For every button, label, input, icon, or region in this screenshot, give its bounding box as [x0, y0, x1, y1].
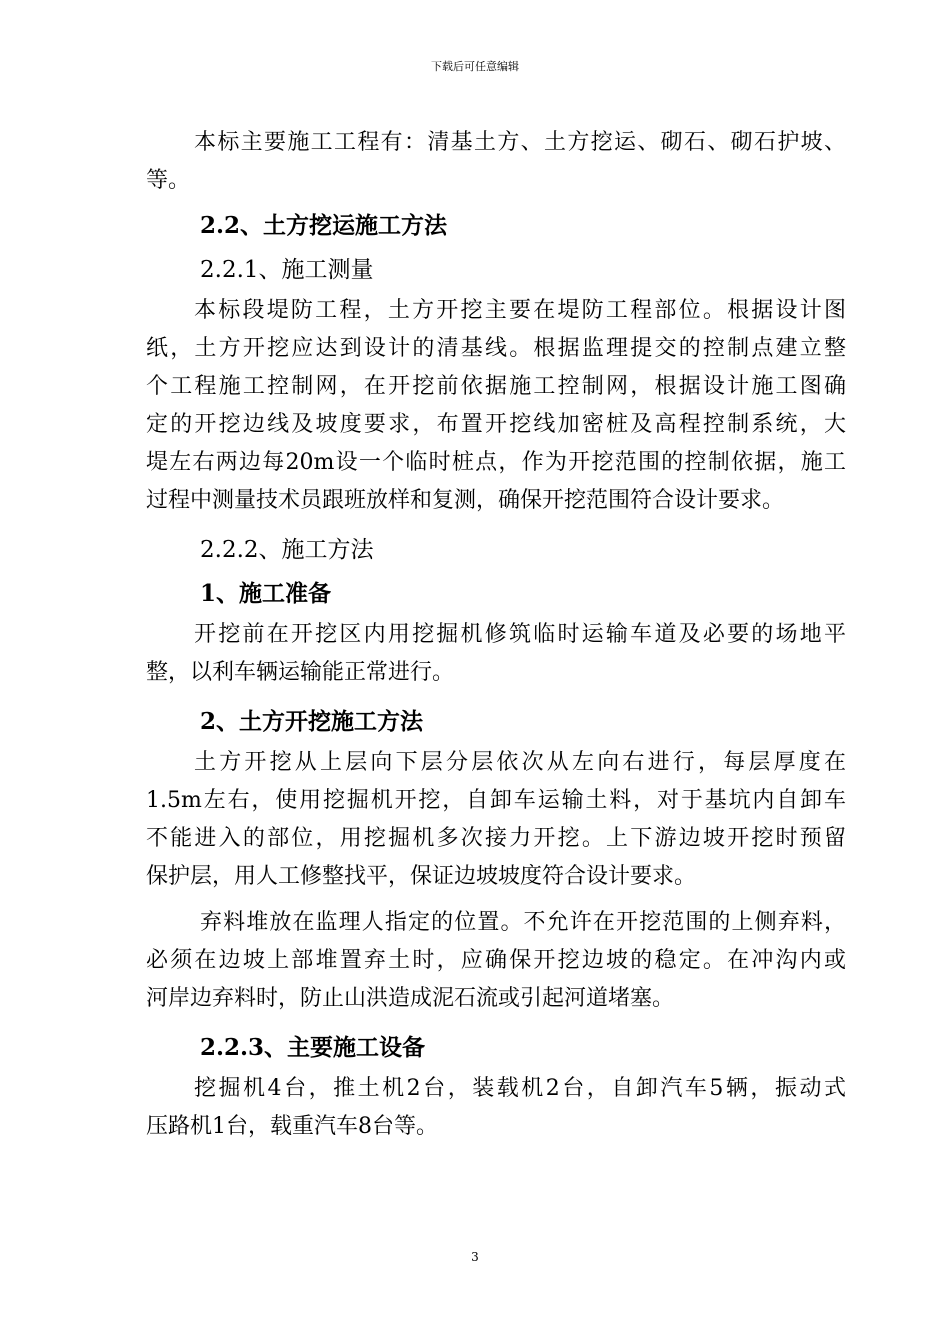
page-number: 3	[471, 1250, 479, 1264]
excavation-line-3: 不能进入的部位，用挖掘机多次接力开挖。上下游边坡开挖时预留	[146, 826, 846, 851]
disposal-line-1: 弃料堆放在监理人指定的位置。不允许在开挖范围的上侧弃料，	[200, 910, 846, 935]
prep-line-2: 整，以利车辆运输能正常进行。	[146, 660, 455, 685]
excavation-line-2: 1.5m左右，使用挖掘机开挖，自卸车运输土料，对于基坑内自卸车	[146, 788, 846, 813]
intro-line-2: 等。	[146, 168, 191, 193]
section-heading-2-2: 2.2、土方挖运施工方法	[200, 212, 448, 239]
disposal-line-2: 必须在边坡上部堆置弃土时，应确保开挖边坡的稳定。在冲沟内或	[146, 948, 846, 973]
survey-line-3: 个工程施工控制网，在开挖前依据施工控制网，根据设计施工图确	[146, 374, 846, 399]
section-heading-2-2-2: 2.2.2、施工方法	[200, 537, 374, 563]
survey-line-5: 堤左右两边每20m设一个临时桩点，作为开挖范围的控制依据，施工	[146, 450, 846, 475]
section-heading-2-2-1: 2.2.1、施工测量	[200, 257, 374, 283]
item-heading-2: 2、土方开挖施工方法	[200, 708, 424, 735]
survey-line-6: 过程中测量技术员跟班放样和复测，确保开挖范围符合设计要求。	[146, 488, 785, 513]
item-heading-1: 1、施工准备	[200, 580, 332, 607]
excavation-line-4: 保护层，用人工修整找平，保证边坡坡度符合设计要求。	[146, 864, 697, 889]
prep-line-1: 开挖前在开挖区内用挖掘机修筑临时运输车道及必要的场地平	[194, 622, 846, 647]
disposal-line-3: 河岸边弃料时，防止山洪造成泥石流或引起河道堵塞。	[146, 986, 675, 1011]
equipment-line-2: 压路机1台，载重汽车8台等。	[146, 1114, 438, 1139]
intro-line-1: 本标主要施工工程有：清基土方、土方挖运、砌石、砌石护坡、	[194, 130, 846, 155]
excavation-line-1: 土方开挖从上层向下层分层依次从左向右进行，每层厚度在	[194, 750, 846, 775]
section-heading-2-2-3: 2.2.3、主要施工设备	[200, 1034, 426, 1061]
equipment-line-1: 挖掘机4台，推土机2台，装载机2台，自卸汽车5辆，振动式	[194, 1076, 846, 1101]
document-body	[146, 124, 846, 1146]
survey-line-4: 定的开挖边线及坡度要求，布置开挖线加密桩及高程控制系统，大	[146, 412, 846, 437]
survey-line-1: 本标段堤防工程，土方开挖主要在堤防工程部位。根据设计图	[194, 298, 846, 323]
survey-line-2: 纸，土方开挖应达到设计的清基线。根据监理提交的控制点建立整	[146, 336, 846, 361]
page-header-note: 下载后可任意编辑	[431, 60, 519, 73]
